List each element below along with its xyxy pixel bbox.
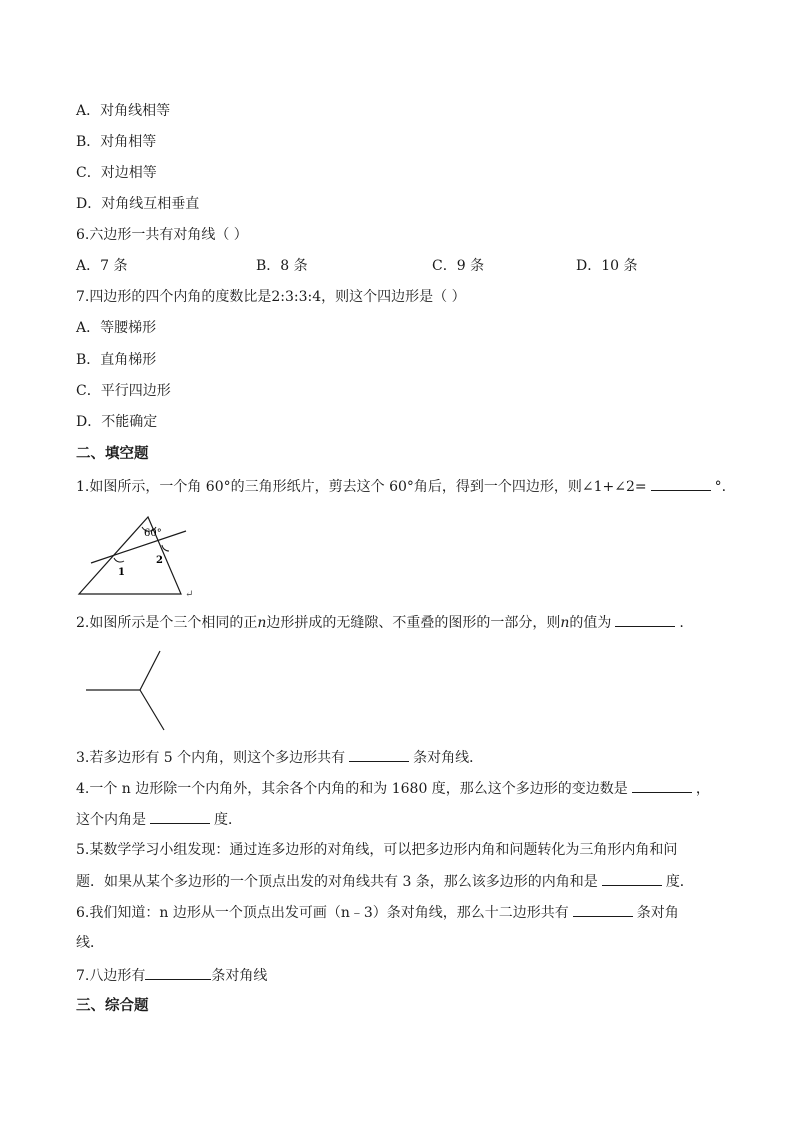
angle-2-label: 2 [156,555,163,566]
fill-q2-blank [615,612,675,627]
fill-q4-line-1 [76,778,710,799]
fill-q5-text: 题．如果从某个多边形的一个顶点出发的对角线共有 3 条，那么该多边形的内角和是 [76,874,598,890]
fill-q1-suffix: °. [714,479,727,495]
fill-q3 [76,747,483,768]
q6-option-a: A．7 条 [76,258,128,274]
fill-q3-blank [349,747,409,762]
q6-option-c: C．9 条 [432,258,485,274]
q7-stem: 7.四边形的四个内角的度数比是2:3:3:4，则这个四边形是（ ） [76,289,466,305]
q6-stem: 6.六边形一共有对角线（ ） [76,227,248,243]
angle-2-arc [162,545,169,551]
fill-q4-text-3: 这个内角是 [76,812,146,828]
angle-60-label: 60° [144,528,162,539]
q7-option-d: D．不能确定 [76,414,158,430]
cut-line [91,531,186,563]
fill-q2-text-2: 边形拼成的无缝隙、不重叠的图形的一部分，则 [266,615,561,631]
q7-option-a: A．等腰梯形 [76,320,157,336]
triangle-figure [76,505,206,600]
q5-option-d: D．对角线互相垂直 [76,196,200,212]
fill-q2-text-1: 2.如图所示是个三个相同的正 [76,615,258,631]
fill-q4-text-1: 4.一个 n 边形除一个内角外，其余各个内角的和为 1680 度，那么这个多边形的变边数是 [76,781,628,797]
fill-q1-text: 1.如图所示，一个角 60°的三角形纸片，剪去这个 60°角后，得到一个四边形，则∠1+∠2= [76,479,647,495]
fill-q2-text-3: 的值为 [569,615,612,631]
section-3-title: 三、综合题 [76,998,149,1014]
fill-q5-suffix: 度． [665,874,694,890]
fill-q2 [76,612,684,633]
fill-q3-suffix: 条对角线． [413,750,484,766]
fill-q4-blank-1 [632,778,692,793]
q5-option-a: A．对角线相等 [76,103,171,119]
q6-option-b: B．8 条 [256,258,308,274]
q7-option-b: B．直角梯形 [76,352,157,368]
vertex-edge-upper [140,651,160,690]
triangle-shape [79,517,181,594]
q6-option-d: D．10 条 [576,258,638,274]
fill-q1 [76,476,726,497]
fill-q5-line-1: 5.某数学学习小组发现：通过连多边形的对角线，可以把多边形内角和问题转化为三角形内角和问 [76,842,678,858]
fill-q6-line-2: 线． [76,935,104,951]
fill-q1-blank [651,476,711,491]
fill-q6-line-1 [76,902,679,923]
fill-q2-text-4: . [679,615,684,631]
fill-q5-blank [602,871,662,886]
angle-1-arc [114,558,124,562]
q5-option-b: B．对角相等 [76,134,157,150]
fill-q6-suffix: 条对角 [636,905,679,921]
return-mark: ↵ [185,589,194,600]
fill-q4-text-4: 度． [214,812,242,828]
vertex-edge-lower [140,690,164,730]
polygon-vertex-figure [84,648,169,734]
fill-q7-suffix: 条对角线 [211,968,268,984]
angle-1-label: 1 [118,567,125,578]
q5-option-c: C．对边相等 [76,165,157,181]
fill-q4-text-2: ， [695,781,710,797]
section-2-title: 二、填空题 [76,446,149,462]
fill-q7 [76,965,267,986]
fill-q7-blank [145,965,211,980]
fill-q2-var-n: n [257,615,267,631]
fill-q5-line-2 [76,871,694,892]
q7-option-c: C．平行四边形 [76,383,171,399]
fill-q6-blank [573,902,633,917]
fill-q4-line-2 [76,809,242,830]
fill-q6-text: 6.我们知道：n 边形从一个顶点出发可画（n﹣3）条对角线，那么十二边形共有 [76,905,569,921]
fill-q4-blank-2 [150,809,210,824]
fill-q2-var-n-2: n [560,615,570,631]
fill-q3-text: 3.若多边形有 5 个内角，则这个多边形共有 [76,750,346,766]
fill-q7-text: 7.八边形有 [76,968,146,984]
